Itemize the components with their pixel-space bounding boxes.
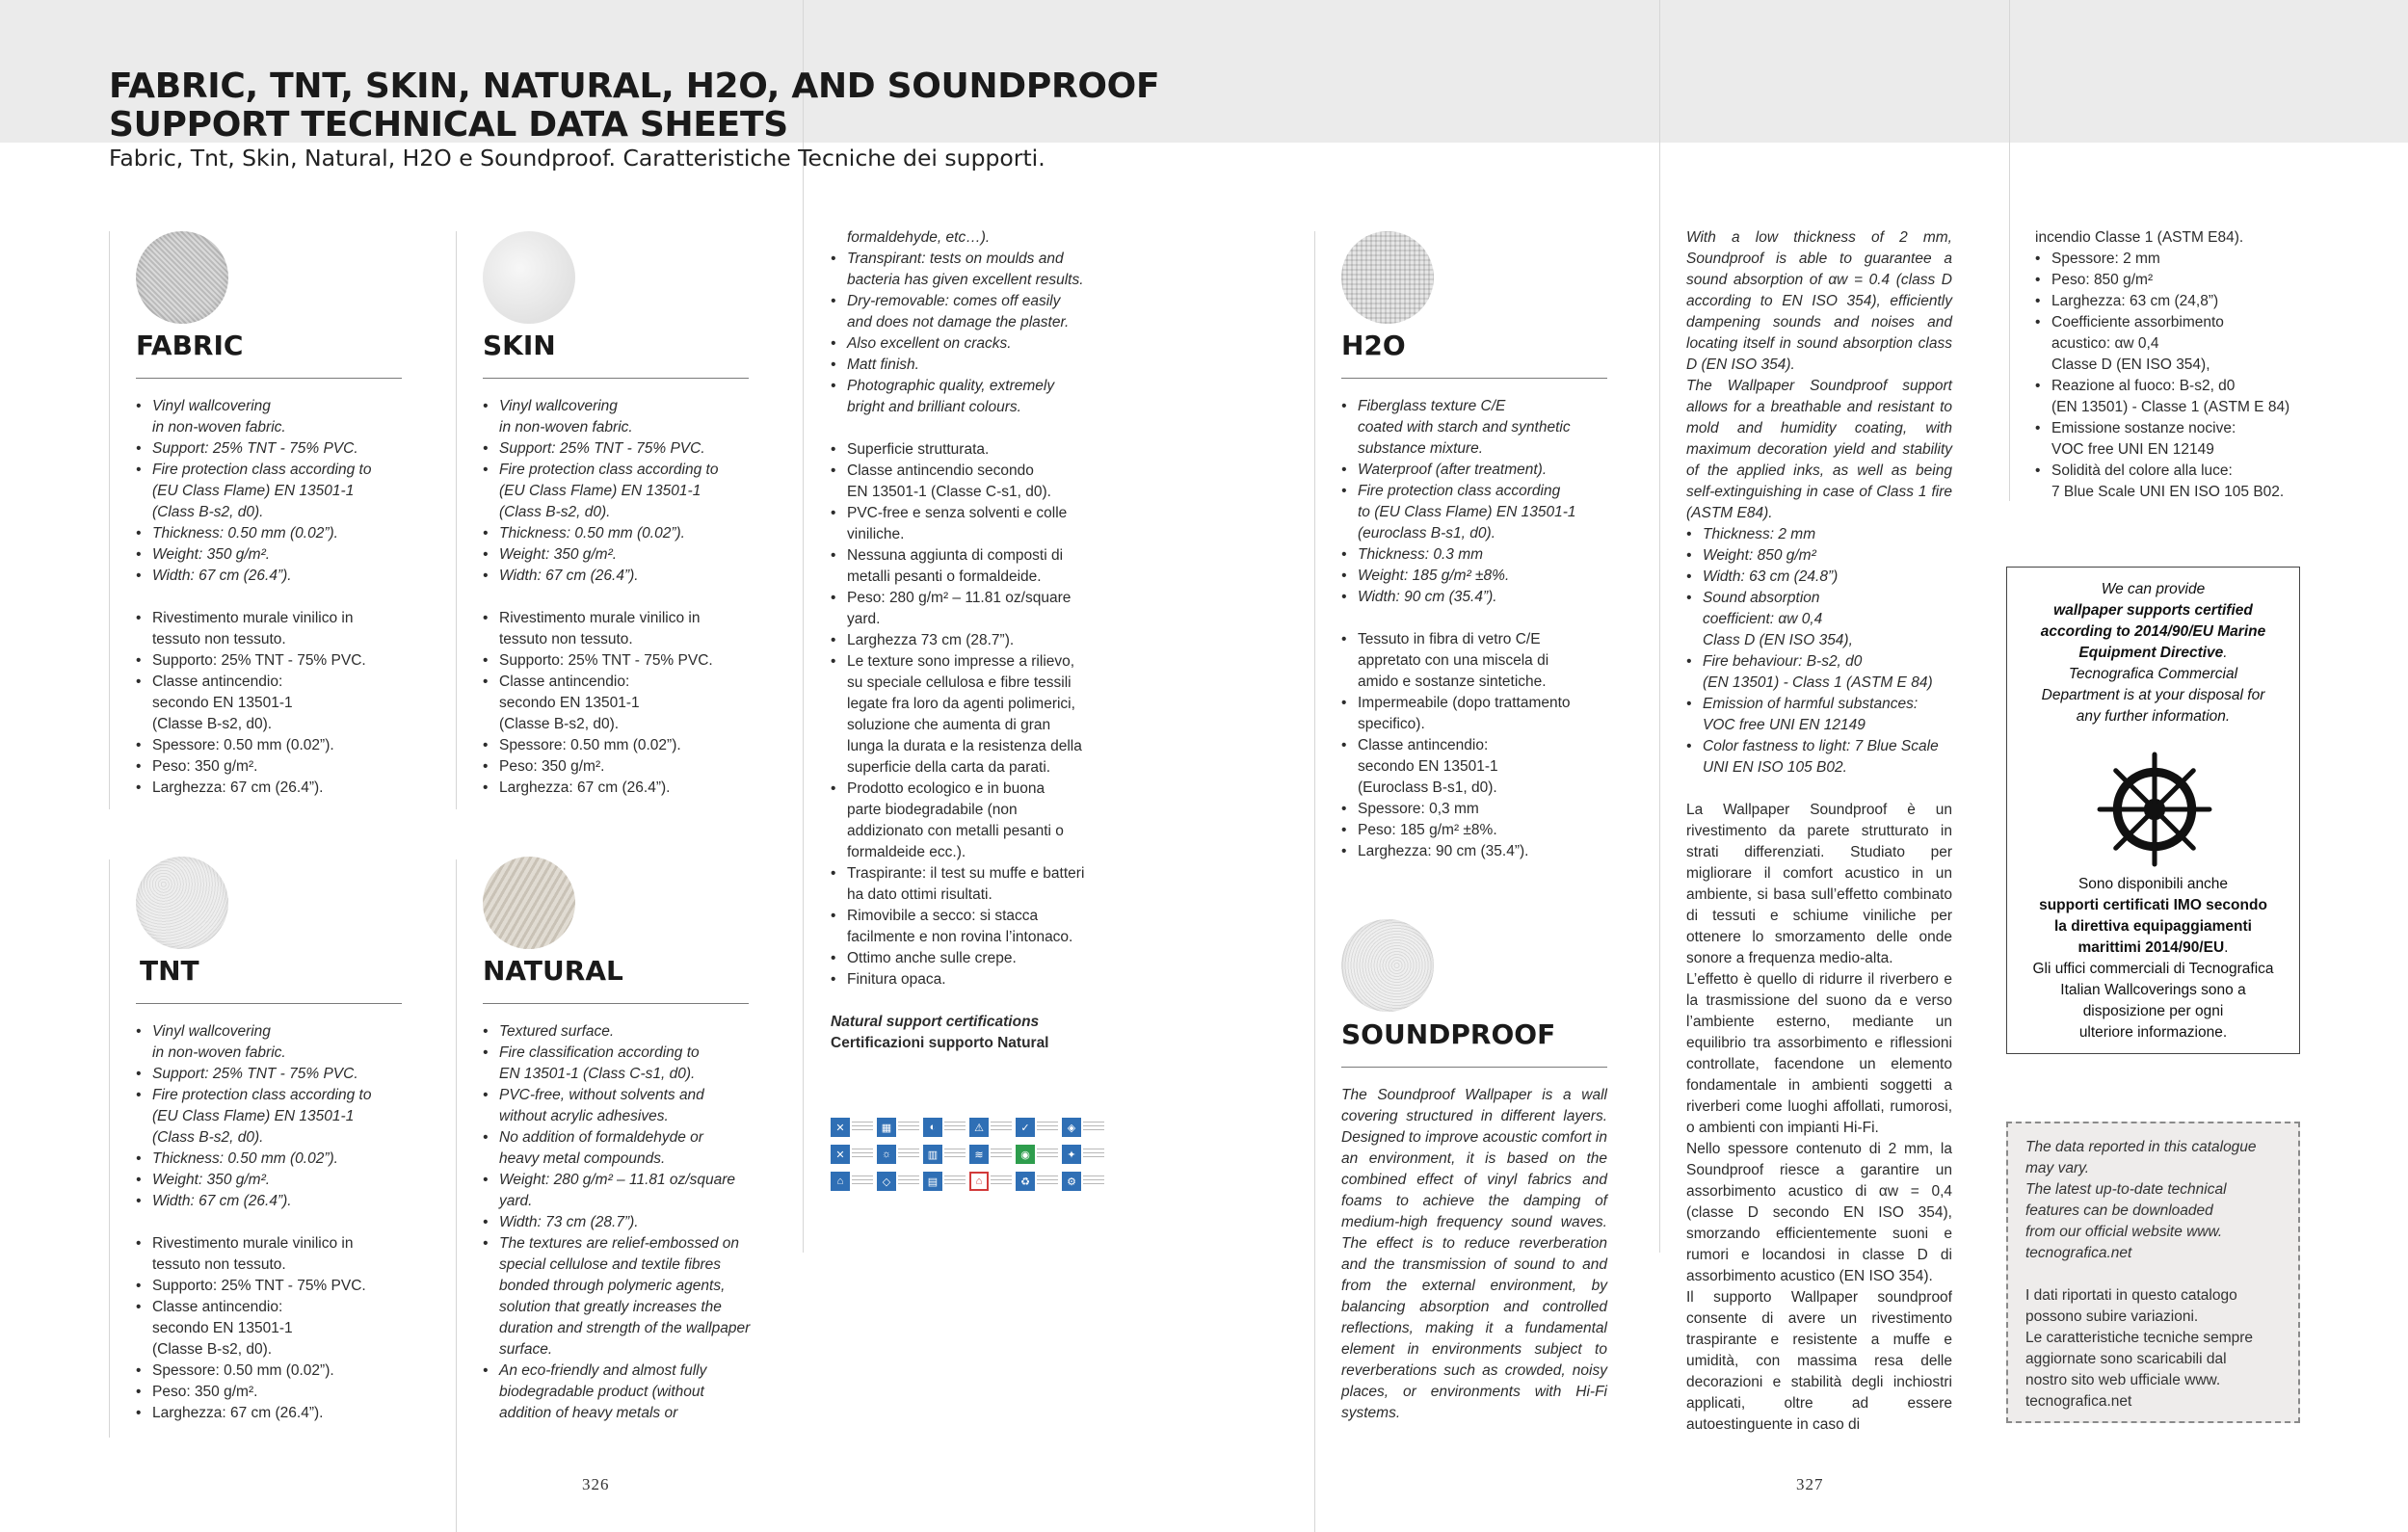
spec-item: • Superficie strutturata. bbox=[831, 439, 1149, 461]
column-divider bbox=[456, 859, 457, 1532]
spec-item: • Vinyl wallcovering in non-woven fabric. bbox=[136, 396, 444, 438]
spec-item: • Rimovibile a secco: si stacca facilmente e non rovina l’intonaco. bbox=[831, 906, 1149, 948]
spec-item: • Textured surface. bbox=[483, 1021, 791, 1043]
ship-wheel-icon bbox=[2096, 751, 2213, 868]
certification-icon: ✕ bbox=[831, 1116, 873, 1139]
column-divider bbox=[803, 0, 804, 1253]
natural-title-rule bbox=[483, 1003, 749, 1004]
spec-item: • Width: 63 cm (24.8”) bbox=[1686, 567, 1952, 588]
natural-specs-it bbox=[831, 439, 1149, 991]
spec-item: • Thickness: 0.3 mm bbox=[1341, 544, 1650, 566]
spec-item: • Support: 25% TNT - 75% PVC. bbox=[136, 438, 444, 460]
spec-item: • Peso: 280 g/m² – 11.81 oz/square yard. bbox=[831, 588, 1149, 630]
tnt-specs bbox=[136, 1021, 444, 1424]
spec-item: • Classe antincendio: secondo EN 13501-1 (Classe B-s2, d0). bbox=[483, 672, 791, 735]
soundproof-specs-it bbox=[2035, 249, 2324, 503]
spec-item: • Width: 67 cm (26.4”). bbox=[136, 566, 444, 587]
spec-item: • Larghezza 73 cm (28.7”). bbox=[831, 630, 1149, 651]
column-divider bbox=[456, 231, 457, 809]
column-divider bbox=[1314, 231, 1315, 1532]
certification-icon: ◐ bbox=[923, 1116, 966, 1139]
soundproof-details bbox=[1686, 227, 1952, 1436]
spec-item: • Impermeabile (dopo trattamento specifico). bbox=[1341, 693, 1650, 735]
certification-icon: ⚠ bbox=[969, 1116, 1012, 1139]
spec-item: • Larghezza: 67 cm (26.4”). bbox=[136, 778, 444, 799]
soundproof-para-it-4: Il supporto Wallpaper soundproof consente di avere un rivestimento traspirante e resistente a muffe e umidità, con massima resa delle decorazioni e stabilità degli inchiostri applicati, oltre ad essere autoestinguente in caso di bbox=[1686, 1289, 1952, 1433]
spec-item: • Weight: 280 g/m² – 11.81 oz/square yard. bbox=[483, 1170, 791, 1212]
column-divider bbox=[1659, 0, 1660, 1253]
spec-item: • Peso: 350 g/m². bbox=[136, 1382, 444, 1403]
page-title-line-2: SUPPORT TECHNICAL DATA SHEETS bbox=[109, 105, 788, 145]
spec-item: • Matt finish. bbox=[831, 355, 1149, 376]
spec-item: • Larghezza: 90 cm (35.4”). bbox=[1341, 841, 1650, 862]
skin-specs-en bbox=[483, 396, 791, 587]
spec-item: • Weight: 185 g/m² ±8%. bbox=[1341, 566, 1650, 587]
soundproof-para-en-2: The Wallpaper Soundproof support allows for a breathable and resistant to mold and humidity coating, with maximum decoration yield and stability of the applied inks, as well as being self-extinguishing in case of Class 1 fire (ASTM E84). bbox=[1686, 378, 1952, 521]
soundproof-para-en-1: With a low thickness of 2 mm, Soundproof is able to guarantee a sound absorption of αw = 0.4 (class D according to EN ISO 354), efficiently dampening sounds and noises and locating itself in sound absorption class D (EN ISO 354). bbox=[1686, 229, 1952, 373]
certification-icon: ✓ bbox=[1016, 1116, 1058, 1139]
h2o-specs-en bbox=[1341, 396, 1650, 608]
spec-item: • Thickness: 2 mm bbox=[1686, 524, 1952, 545]
spec-item: • Photographic quality, extremely bright and brilliant colours. bbox=[831, 376, 1149, 418]
spec-item: • Thickness: 0.50 mm (0.02”). bbox=[483, 523, 791, 544]
soundproof-para-it-3: Nello spessore contenuto di 2 mm, la Soundproof riesce a garantire un assorbimento acustico di αw = 0,4 (classe D secondo EN ISO 354), smorzando efficientemente suoni e rumori e locandosi in classe D di assorbimento acustico (EN ISO 354). bbox=[1686, 1141, 1952, 1284]
natural-continuation-text: formaldehyde, etc…). bbox=[847, 229, 991, 246]
page-title-line-1: FABRIC, TNT, SKIN, NATURAL, H2O, AND SOUNDPROOF bbox=[109, 66, 1160, 106]
spec-item: • Emissione sostanze nocive: VOC free UNI EN 12149 bbox=[2035, 418, 2324, 461]
spec-item: • Peso: 350 g/m². bbox=[136, 756, 444, 778]
spec-item: • Fire protection class according to (EU Class Flame) EN 13501-1 (Class B-s2, d0). bbox=[483, 460, 791, 523]
spec-item: • Classe antincendio secondo EN 13501-1 (Classe C-s1, d0). bbox=[831, 461, 1149, 503]
natural-swatch-image bbox=[483, 857, 575, 949]
spec-item: • Classe antincendio: secondo EN 13501-1 (Euroclass B-s1, d0). bbox=[1341, 735, 1650, 799]
tnt-swatch-image bbox=[136, 857, 228, 949]
fabric-swatch-image bbox=[136, 231, 228, 324]
soundproof-title-rule bbox=[1341, 1067, 1607, 1068]
note-text-en: The data reported in this catalogue may vary. The latest up-to-date technical features can be downloaded from our official website www. tecnografica.net bbox=[2025, 1139, 2257, 1261]
certification-icon: ≋ bbox=[969, 1143, 1012, 1166]
skin-specs-it bbox=[483, 608, 791, 799]
spec-item: • Tessuto in fibra di vetro C/E appretato con una miscela di amido e sostanze sintetiche. bbox=[1341, 629, 1650, 693]
spec-item: • Spessore: 0,3 mm bbox=[1341, 799, 1650, 820]
certification-icon: ◉ bbox=[1016, 1143, 1058, 1166]
spec-item: • Le texture sono impresse a rilievo, su speciale cellulosa e fibre tessili legate fra loro da agenti polimerici, soluzione che aumenta di gran lunga la durata e la resistenza della superficie della carta da parati. bbox=[831, 651, 1149, 779]
certification-icon: ⚙ bbox=[1062, 1170, 1104, 1193]
spec-item: • Thickness: 0.50 mm (0.02”). bbox=[136, 523, 444, 544]
tnt-specs-it bbox=[136, 1233, 444, 1424]
spec-item: • PVC-free, without solvents and without acrylic adhesives. bbox=[483, 1085, 791, 1127]
spec-item: • Waterproof (after treatment). bbox=[1341, 460, 1650, 481]
skin-title: SKIN bbox=[483, 330, 556, 361]
spec-item: • PVC-free e senza solventi e colle viniliche. bbox=[831, 503, 1149, 545]
spec-item: • Fire protection class according to (EU Class Flame) EN 13501-1 (Class B-s2, d0). bbox=[136, 460, 444, 523]
h2o-specs bbox=[1341, 396, 1650, 862]
column-divider bbox=[109, 859, 110, 1438]
natural-specs-en-cont bbox=[831, 249, 1149, 418]
spec-item: • Support: 25% TNT - 75% PVC. bbox=[483, 438, 791, 460]
soundproof-specs-en bbox=[1686, 524, 1952, 779]
h2o-title: H2O bbox=[1341, 330, 1406, 361]
certification-icon: ▦ bbox=[877, 1116, 919, 1139]
certification-icon: ✦ bbox=[1062, 1143, 1104, 1166]
h2o-specs-it bbox=[1341, 629, 1650, 862]
spec-item: • Finitura opaca. bbox=[831, 969, 1149, 991]
tnt-title-rule bbox=[136, 1003, 402, 1004]
spec-item: • Rivestimento murale vinilico in tessuto non tessuto. bbox=[483, 608, 791, 650]
spec-item: • Larghezza: 63 cm (24,8”) bbox=[2035, 291, 2324, 312]
spec-item: • Prodotto ecologico e in buona parte biodegradabile (non addizionato con metalli pesanti o formaldeide ecc.). bbox=[831, 779, 1149, 863]
spec-item: • Rivestimento murale vinilico in tessuto non tessuto. bbox=[136, 1233, 444, 1276]
soundproof-intro-en: The Soundproof Wallpaper is a wall covering structured in different layers. Designed to improve acoustic comfort in an environment, it is based on the combined effect of vinyl fabrics and foams to achieve the damping of medium-high frequency sound waves. The effect is to reduce reverberation and the transmission of sound to and from the external environment, by balancing absorption and controlled reflections, making it a fundamental element in environments subject to reverberations such as crowded, noisy places, or environments with Hi-Fi systems. bbox=[1341, 1087, 1607, 1421]
spec-item: • Classe antincendio: secondo EN 13501-1 (Classe B-s2, d0). bbox=[136, 1297, 444, 1360]
soundproof-para-it-2: L’effetto è quello di ridurre il riverbero e la trasmissione del suono da e verso l’ambiente esterno, mediante un equilibrio tra assorbimento e riflessioni controllate, facendone un elemento fondamentale in ambienti soggetti a riverberi come luoghi affollati, rumorosi, o ambienti con impianti Hi-Fi. bbox=[1686, 971, 1952, 1136]
certification-icon: ▤ bbox=[923, 1170, 966, 1193]
spec-item: • Supporto: 25% TNT - 75% PVC. bbox=[136, 650, 444, 672]
skin-specs bbox=[483, 396, 791, 799]
certification-icon: ⌂ bbox=[969, 1170, 1012, 1193]
spec-item: • Peso: 185 g/m² ±8%. bbox=[1341, 820, 1650, 841]
column-divider bbox=[2009, 0, 2010, 501]
certification-icon: ♻ bbox=[1016, 1170, 1058, 1193]
soundproof-continuation-text: incendio Classe 1 (ASTM E84). bbox=[2035, 229, 2244, 246]
spec-item: • Ottimo anche sulle crepe. bbox=[831, 948, 1149, 969]
spec-item: • Weight: 850 g/m² bbox=[1686, 545, 1952, 567]
h2o-title-rule bbox=[1341, 378, 1607, 379]
skin-swatch-image bbox=[483, 231, 575, 324]
spec-item: • Vinyl wallcovering in non-woven fabric. bbox=[483, 396, 791, 438]
note-text-it: I dati riportati in questo catalogo possono subire variazioni. Le caratteristiche tecniche sempre aggiornate sono scaricabili dal nostro sito web ufficiale www. tecnografica.net bbox=[2025, 1287, 2254, 1410]
spec-item: • Classe antincendio: secondo EN 13501-1 (Classe B-s2, d0). bbox=[136, 672, 444, 735]
spec-item: • Support: 25% TNT - 75% PVC. bbox=[136, 1064, 444, 1085]
spec-item: • Width: 67 cm (26.4”). bbox=[483, 566, 791, 587]
spec-item: • Peso: 350 g/m². bbox=[483, 756, 791, 778]
spec-item: • Supporto: 25% TNT - 75% PVC. bbox=[483, 650, 791, 672]
spec-item: • Solidità del colore alla luce: 7 Blue Scale UNI EN ISO 105 B02. bbox=[2035, 461, 2324, 503]
h2o-swatch-image bbox=[1341, 231, 1434, 324]
spec-item: • Spessore: 0.50 mm (0.02”). bbox=[483, 735, 791, 756]
spec-item: • Supporto: 25% TNT - 75% PVC. bbox=[136, 1276, 444, 1297]
spec-item: • Width: 67 cm (26.4”). bbox=[136, 1191, 444, 1212]
spec-item: • Fire protection class according to (EU Class Flame) EN 13501-1 (Class B-s2, d0). bbox=[136, 1085, 444, 1149]
certification-icon: ✕ bbox=[831, 1143, 873, 1166]
fabric-specs-en bbox=[136, 396, 444, 587]
spec-item: • Spessore: 2 mm bbox=[2035, 249, 2324, 270]
spec-item: • An eco-friendly and almost fully biodegradable product (without addition of heavy metals or bbox=[483, 1360, 791, 1424]
natural-title: NATURAL bbox=[483, 955, 623, 987]
spec-item: • Weight: 350 g/m². bbox=[136, 1170, 444, 1191]
natural-cert-title-en: Natural support certifications bbox=[831, 1014, 1040, 1030]
spec-item: • Rivestimento murale vinilico in tessuto non tessuto. bbox=[136, 608, 444, 650]
spec-item: • Peso: 850 g/m² bbox=[2035, 270, 2324, 291]
spec-item: • Dry-removable: comes off easily and does not damage the plaster. bbox=[831, 291, 1149, 333]
spec-item: • Fire protection class according to (EU Class Flame) EN 13501-1 (euroclass B-s1, d0). bbox=[1341, 481, 1650, 544]
spec-item: • Spessore: 0.50 mm (0.02”). bbox=[136, 1360, 444, 1382]
spec-item: • Reazione al fuoco: B-s2, d0 (EN 13501) - Classe 1 (ASTM E 84) bbox=[2035, 376, 2324, 418]
spec-item: • Width: 90 cm (35.4”). bbox=[1341, 587, 1650, 608]
spec-item: • Traspirante: il test su muffe e batteri ha dato ottimi risultati. bbox=[831, 863, 1149, 906]
spec-item: • Transpirant: tests on moulds and bacteria has given excellent results. bbox=[831, 249, 1149, 291]
tnt-specs-en bbox=[136, 1021, 444, 1212]
certification-icon: ⌂ bbox=[831, 1170, 873, 1193]
soundproof-title: SOUNDPROOF bbox=[1341, 1018, 1556, 1050]
certification-icon: ◈ bbox=[1062, 1116, 1104, 1139]
certification-icon: ☼ bbox=[877, 1143, 919, 1166]
soundproof-specs-it-column bbox=[2035, 227, 2324, 503]
imo-certification-box bbox=[2006, 567, 2300, 1054]
spec-item: • Nessuna aggiunta di composti di metalli pesanti o formaldeide. bbox=[831, 545, 1149, 588]
tnt-title: TNT bbox=[140, 955, 199, 987]
soundproof-swatch-image bbox=[1341, 919, 1434, 1012]
page-subtitle: Fabric, Tnt, Skin, Natural, H2O e Soundproof. Caratteristiche Tecniche dei supporti. bbox=[109, 145, 1045, 172]
spec-item: • Larghezza: 67 cm (26.4”). bbox=[136, 1403, 444, 1424]
natural-cert-title-it: Certificazioni supporto Natural bbox=[831, 1035, 1049, 1051]
spec-item: • Larghezza: 67 cm (26.4”). bbox=[483, 778, 791, 799]
natural-cert-icons bbox=[831, 1116, 1106, 1195]
natural-specs-continued bbox=[831, 227, 1149, 1054]
certification-icon: ▥ bbox=[923, 1143, 966, 1166]
spec-item: • Fire behaviour: B-s2, d0 (EN 13501) - Class 1 (ASTM E 84) bbox=[1686, 651, 1952, 694]
spec-item: • Vinyl wallcovering in non-woven fabric. bbox=[136, 1021, 444, 1064]
spec-item: • Thickness: 0.50 mm (0.02”). bbox=[136, 1149, 444, 1170]
spec-item: • Color fastness to light: 7 Blue Scale UNI EN ISO 105 B02. bbox=[1686, 736, 1952, 779]
skin-title-rule bbox=[483, 378, 749, 379]
spec-item: • Width: 73 cm (28.7”). bbox=[483, 1212, 791, 1233]
spec-item: • No addition of formaldehyde or heavy metal compounds. bbox=[483, 1127, 791, 1170]
certification-icon: ◇ bbox=[877, 1170, 919, 1193]
spec-item: • Fire classification according to EN 13501-1 (Class C-s1, d0). bbox=[483, 1043, 791, 1085]
page-title bbox=[109, 67, 1159, 145]
natural-specs-en bbox=[483, 1021, 791, 1424]
spec-item: • Spessore: 0.50 mm (0.02”). bbox=[136, 735, 444, 756]
spec-item: • Emission of harmful substances: VOC free UNI EN 12149 bbox=[1686, 694, 1952, 736]
spec-item: • Weight: 350 g/m². bbox=[483, 544, 791, 566]
soundproof-para-it-1: La Wallpaper Soundproof è un rivestimento da parete strutturato in strati differenziati. Studiato per migliorare il comfort acustico in un ambiente, si basa sull’effetto combinato di tessuti e schiume viniliche per ottenere lo smorzamento delle onde sonore a frequenza medio-alta. bbox=[1686, 802, 1952, 966]
imo-text-it: Sono disponibili anche supporti certificati IMO secondo la direttiva equipaggiamenti marittimi 2014/90/EU. Gli uffici commerciali di Tecnografica Italian Wallcoverings sono a disposizione per ogni ulteriore informazione. bbox=[2032, 876, 2274, 1041]
spec-item: • The textures are relief-embossed on special cellulose and textile fibres bonded through polymeric agents, solution that greatly increases the duration and strength of the wallpaper surface. bbox=[483, 1233, 791, 1360]
fabric-title: FABRIC bbox=[136, 330, 244, 361]
spec-item: • Weight: 350 g/m². bbox=[136, 544, 444, 566]
spec-item: • Coefficiente assorbimento acustico: αw 0,4 Classe D (EN ISO 354), bbox=[2035, 312, 2324, 376]
natural-specs bbox=[483, 1021, 791, 1424]
spec-item: • Sound absorption coefficient: αw 0,4 Class D (EN ISO 354), bbox=[1686, 588, 1952, 651]
fabric-title-rule bbox=[136, 378, 402, 379]
fabric-specs bbox=[136, 396, 444, 799]
imo-text-en: We can provide wallpaper supports certified according to 2014/90/EU Marine Equipment Directive. Tecnografica Commercial Department is at your disposal for any further information. bbox=[2040, 581, 2266, 725]
spec-item: • Also excellent on cracks. bbox=[831, 333, 1149, 355]
page-number-right: 327 bbox=[1796, 1475, 1824, 1493]
page-number-left: 326 bbox=[582, 1475, 610, 1493]
spec-item: • Fiberglass texture C/E coated with starch and synthetic substance mixture. bbox=[1341, 396, 1650, 460]
fabric-specs-it bbox=[136, 608, 444, 799]
catalogue-note-box bbox=[2006, 1122, 2300, 1423]
column-divider bbox=[109, 231, 110, 809]
